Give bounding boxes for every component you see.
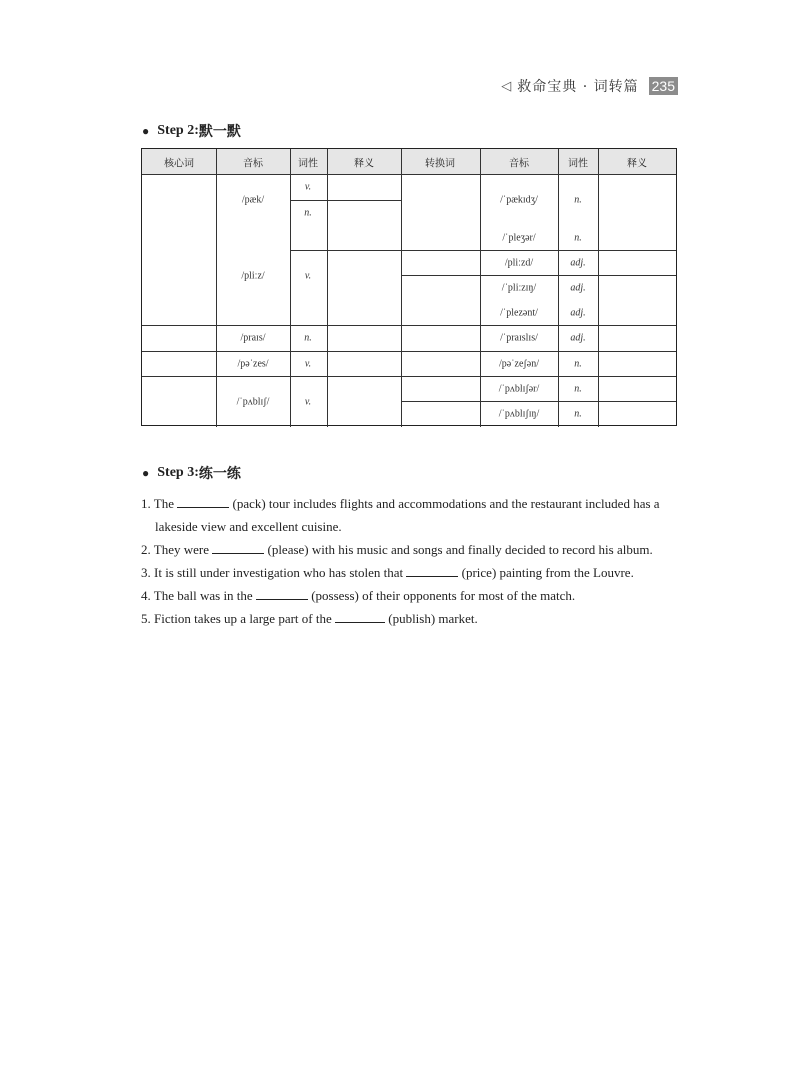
derived-pos: adj. xyxy=(570,282,586,294)
exercise-item xyxy=(141,492,681,515)
derived-pos: n. xyxy=(574,408,582,420)
derived-pos: adj. xyxy=(570,257,586,269)
exercise-text: The ball was in the xyxy=(153,588,253,603)
answer-blank[interactable] xyxy=(335,611,385,623)
core-pos: v. xyxy=(304,396,312,408)
col-header: 转换词 xyxy=(425,158,455,170)
derived-phonetic: /ˈpʌblɪʃɪŋ/ xyxy=(498,408,540,420)
bullet-icon: ● xyxy=(142,465,150,480)
exercise-number: 3. xyxy=(141,565,151,580)
derived-phonetic: /pliːzd/ xyxy=(504,257,534,269)
book-title: 救命宝典 · 词转篇 xyxy=(517,79,639,95)
page-header xyxy=(501,76,678,96)
step2-label: Step 2: xyxy=(157,123,199,138)
exercise-number: 5. xyxy=(141,611,151,626)
exercise-text: (publish) market. xyxy=(388,611,478,626)
step3-label: Step 3: xyxy=(157,465,199,480)
page-number: 235 xyxy=(649,77,678,95)
core-phonetic: /praɪs/ xyxy=(240,332,266,344)
core-pos: v. xyxy=(304,270,312,282)
derived-pos: adj. xyxy=(570,307,586,319)
derived-pos: n. xyxy=(574,232,582,244)
exercise-item xyxy=(141,561,681,584)
col-header: 核心词 xyxy=(164,158,194,170)
derived-phonetic: /ˈpliːzɪŋ/ xyxy=(501,282,537,294)
exercise-text: (possess) of their opponents for most of the match. xyxy=(311,588,576,603)
derived-pos: n. xyxy=(574,194,582,206)
core-phonetic: /pæk/ xyxy=(241,194,265,206)
answer-blank[interactable] xyxy=(212,542,264,554)
col-header: 音标 xyxy=(509,158,529,170)
exercise-text: (price) painting from the Louvre. xyxy=(461,565,634,580)
exercise-text: (pack) tour includes flights and accommodations and the restaurant included has a xyxy=(232,496,660,511)
col-header: 词性 xyxy=(298,158,318,170)
exercise-item xyxy=(141,607,681,630)
answer-blank[interactable] xyxy=(177,496,229,508)
core-phonetic: /pliːz/ xyxy=(241,270,265,282)
exercise-continuation: lakeside view and excellent cuisine. xyxy=(155,519,342,534)
step2-title: 默一默 xyxy=(198,124,241,140)
answer-blank[interactable] xyxy=(406,565,458,577)
core-pos: n. xyxy=(304,332,312,344)
exercise-text: Fiction takes up a large part of the xyxy=(154,611,332,626)
exercise-text: It is still under investigation who has stolen that xyxy=(154,565,404,580)
exercise-text: They were xyxy=(153,542,209,557)
derived-phonetic: /ˈpækɪdʒ/ xyxy=(500,194,538,206)
exercise-list xyxy=(141,492,681,630)
derived-pos: n. xyxy=(574,358,582,370)
exercise-text: (please) with his music and songs and finally decided to record his album. xyxy=(267,542,653,557)
word-table xyxy=(141,148,677,426)
col-header: 释义 xyxy=(354,158,374,170)
col-header: 音标 xyxy=(243,158,263,170)
step3-heading xyxy=(142,463,241,483)
col-header: 释义 xyxy=(627,158,647,170)
derived-phonetic: /pəˈzeʃən/ xyxy=(499,358,539,370)
exercise-text: The xyxy=(153,496,174,511)
answer-blank[interactable] xyxy=(256,588,308,600)
core-pos: v. xyxy=(304,358,312,370)
core-phonetic: /ˈpʌblɪʃ/ xyxy=(236,396,270,408)
exercise-number: 4. xyxy=(141,588,151,603)
bullet-icon: ● xyxy=(142,123,150,138)
core-phonetic: /pəˈzes/ xyxy=(237,358,269,370)
exercise-number: 2. xyxy=(141,542,151,557)
step3-title: 练一练 xyxy=(198,466,241,482)
exercise-item xyxy=(141,538,681,561)
exercise-number: 1. xyxy=(141,496,151,511)
derived-pos: n. xyxy=(574,383,582,395)
exercise-item xyxy=(141,584,681,607)
derived-phonetic: /ˈplezənt/ xyxy=(500,307,538,319)
step2-heading xyxy=(142,121,241,141)
derived-phonetic: /ˈpʌblɪʃər/ xyxy=(498,383,540,395)
derived-pos: adj. xyxy=(570,332,586,344)
col-header: 词性 xyxy=(568,158,588,170)
core-pos: v. xyxy=(304,181,312,193)
derived-phonetic: /ˈpraɪslɪs/ xyxy=(500,332,538,344)
derived-phonetic: /ˈpleʒər/ xyxy=(502,232,536,244)
triangle-left-icon: ◁ xyxy=(501,78,512,93)
core-pos: n. xyxy=(304,207,312,219)
table-header-row xyxy=(142,149,676,174)
